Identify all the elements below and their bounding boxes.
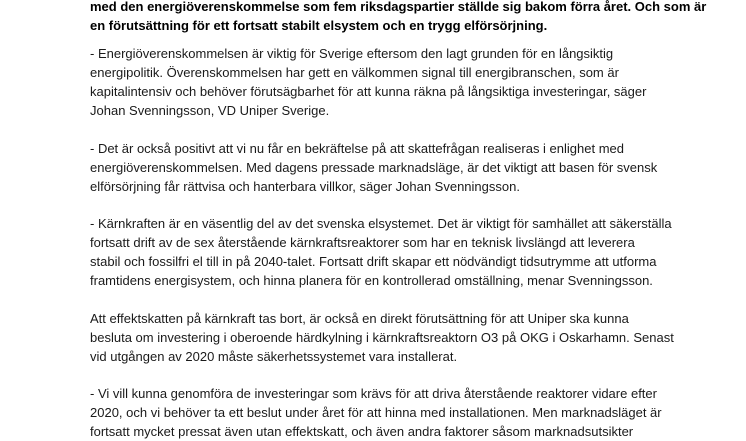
text-line: - Energiöverenskommelsen är viktig för Sverige eftersom den lagt grunden för en långsiktig [90, 46, 614, 61]
text-line: energipolitik. Överenskommelsen har gett en välkommen signal till energibranschen, som är [90, 65, 619, 80]
text-line: - Vi vill kunna genomföra de investeringar som krävs för att driva återstående reaktorer vidare efter [90, 386, 657, 401]
text-line: elförsörjning får rättvisa och hanterbara villkor, säger Johan Svenningsson. [90, 179, 520, 194]
intro-paragraph [90, 0, 710, 35]
text-line: - Det är också positivt att vi nu får en bekräftelse på att skattefrågan realiseras i enlighet med [90, 141, 624, 156]
text-line: med den energiöverenskommelse som fem riksdagspartier ställde sig bakom förra året. Och som är [90, 0, 707, 14]
text-line: en förutsättning för ett fortsatt stabilt elsystem och en trygg elförsörjning. [90, 18, 548, 33]
text-line: besluta om investering i oberoende härdkylning i kärnkraftsreaktorn O3 på OKG i Oskarhamn. Senast [90, 330, 674, 345]
text-line: Att effektskatten på kärnkraft tas bort, är också en direkt förutsättning för att Uniper ska kunna [90, 311, 629, 326]
text-line: energiöverenskommelsen. Med dagens pressade marknadsläge, är det viktigt att basen för svensk [90, 160, 658, 175]
text-line: framtidens energisystem, och hinna planera för en kontrollerad omställning, menar Svenningsson. [90, 273, 653, 288]
text-line: vid utgången av 2020 måste säkerhetssystemet vara installerat. [90, 349, 458, 364]
text-line: stabil och fossilfri el till in på 2040-talet. Fortsatt drift skapar ett nödvändigt tidsutrymme att utforma [90, 254, 657, 269]
text-line: fortsatt mycket pressat även utan effektskatt, och även andra faktorer såsom marknadsutsikter [90, 424, 634, 439]
paragraph-investments [90, 384, 710, 441]
text-line: fortsatt drift av de sex återstående kärnkraftsreaktorer som har en teknisk livslängd att leverera [90, 235, 635, 250]
text-line: 2020, och vi behöver ta ett beslut under året för att hinna med installationen. Men marknadsläget är [90, 405, 662, 420]
paragraph-effect-tax [90, 309, 710, 366]
text-line: - Kärnkraften är en väsentlig del av det svenska elsystemet. Det är viktigt för samhället att säkerställa [90, 216, 672, 231]
paragraph-importance [90, 44, 710, 120]
text-line: Johan Svenningsson, VD Uniper Sverige. [90, 103, 330, 118]
text-line: kapitalintensiv och behöver förutsägbarhet för att kunna räkna på långsiktiga investeringar, säger [90, 84, 647, 99]
paragraph-tax [90, 139, 710, 196]
paragraph-nuclear [90, 214, 710, 290]
